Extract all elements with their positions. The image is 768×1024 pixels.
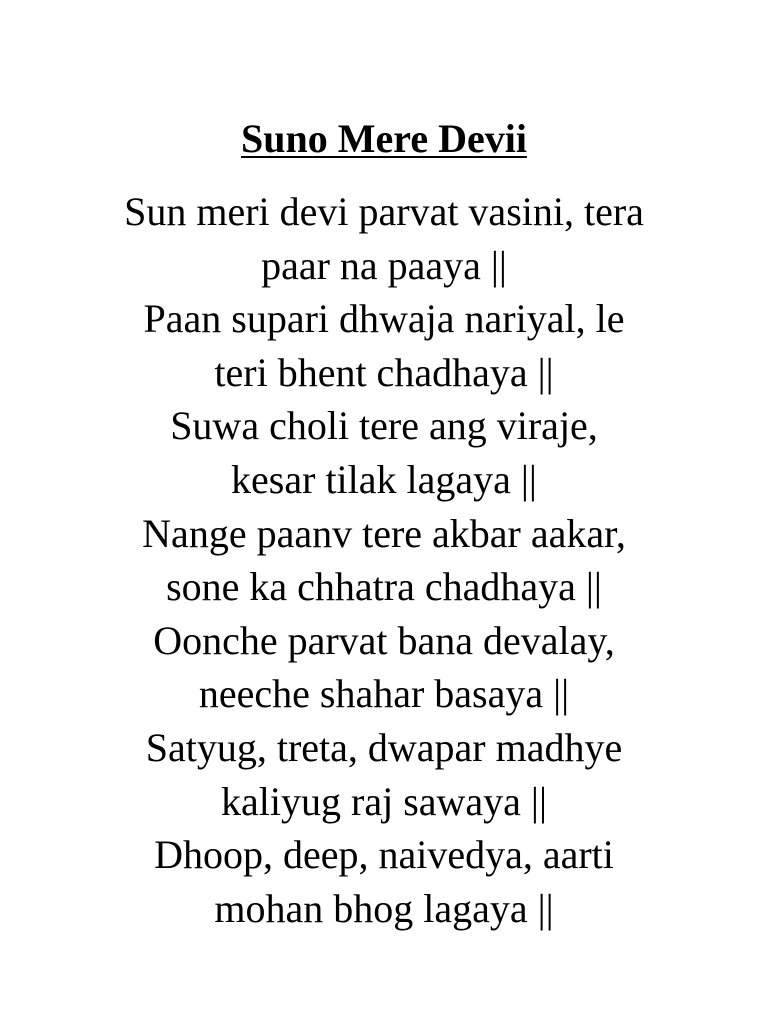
lyric-line: Satyug, treta, dwapar madhye (145, 724, 623, 770)
lyric-line: Dhoop, deep, naivedya, aarti (154, 832, 614, 878)
lyric-line: kaliyug raj sawaya || (221, 778, 547, 824)
lyrics-body (60, 185, 708, 935)
lyric-line: sone ka chhatra chadhaya || (166, 564, 602, 610)
page-title (0, 112, 768, 166)
lyric-line: paar na paaya || (261, 242, 507, 288)
lyric-line: Paan supari dhwaja nariyal, le (143, 296, 625, 342)
title-text: Suno Mere Devii (241, 116, 527, 161)
lyric-line: mohan bhog lagaya || (214, 885, 554, 931)
lyric-line: Nange paanv tere akbar aakar, (142, 510, 626, 556)
lyric-line: neeche shahar basaya || (198, 671, 570, 717)
lyric-line: kesar tilak lagaya || (231, 456, 537, 502)
lyric-line: Suwa choli tere ang viraje, (170, 403, 598, 449)
lyric-line: teri bhent chadhaya || (214, 349, 554, 395)
lyric-line: Sun meri devi parvat vasini, tera (124, 189, 644, 234)
lyric-line: Oonche parvat bana devalay, (153, 617, 615, 663)
